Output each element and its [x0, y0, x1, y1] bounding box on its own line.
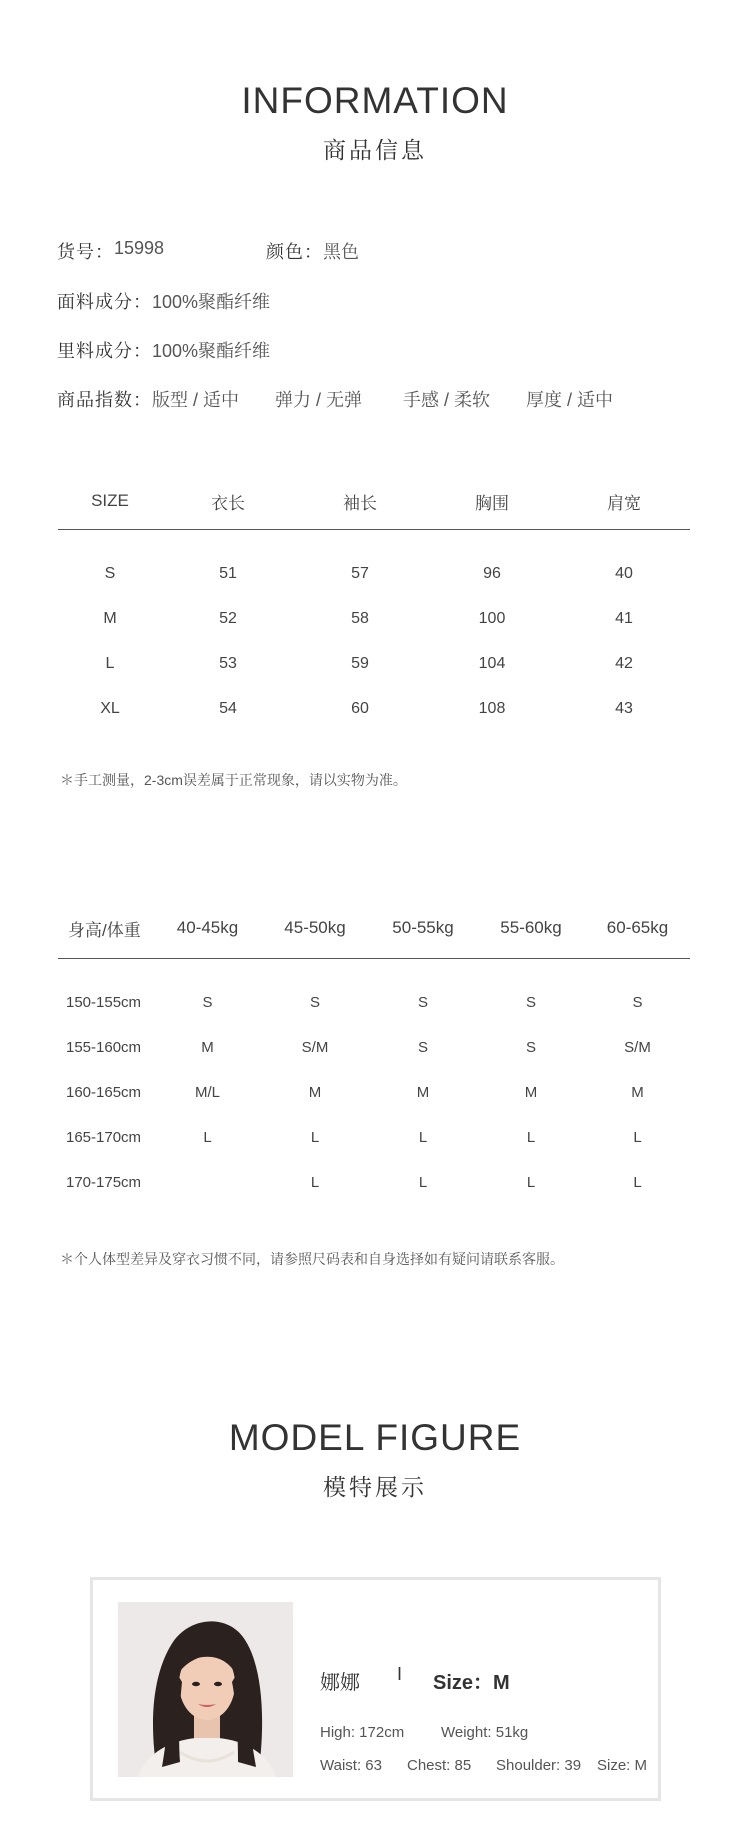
- model-card: [90, 1577, 661, 1801]
- table-cell: M: [201, 1039, 214, 1056]
- table-row: [58, 980, 690, 1025]
- size-table: [58, 485, 690, 517]
- index-fit: 版型 / 适中: [152, 390, 240, 410]
- model-height: High: 172cm: [320, 1724, 405, 1741]
- table-cell: 60: [351, 699, 369, 717]
- table-row: [58, 1115, 690, 1160]
- table-cell: 59: [351, 654, 369, 672]
- fabric-value: 100%聚酯纤维: [152, 292, 271, 312]
- table-cell: S: [309, 994, 320, 1011]
- table-row: [58, 1070, 690, 1115]
- table-cell: 40: [615, 564, 633, 582]
- table-cell: [154, 1160, 261, 1205]
- model-shoulder: Shoulder: 39: [496, 1757, 582, 1774]
- size-table-header: 衣长: [211, 493, 245, 513]
- table-row: [58, 641, 690, 686]
- model-section-header: [0, 1417, 750, 1502]
- table-cell: L: [105, 654, 115, 672]
- table-cell: L: [418, 1174, 428, 1191]
- table-cell: M: [524, 1084, 538, 1101]
- table-cell: L: [310, 1129, 320, 1146]
- table-cell: L: [633, 1174, 642, 1191]
- table-cell: 51: [219, 564, 237, 582]
- table-cell: 53: [219, 654, 237, 672]
- table-cell: L: [418, 1129, 428, 1146]
- table-cell: 108: [478, 699, 506, 717]
- lining-label: 里料成分：: [57, 341, 152, 361]
- table-cell: S: [104, 564, 116, 582]
- size-table-header: 袖长: [343, 493, 377, 513]
- table-cell: 100: [478, 609, 506, 627]
- product-index-row: [57, 386, 613, 412]
- table-cell: S: [417, 994, 428, 1011]
- table-cell: M: [631, 1084, 644, 1101]
- size-table-header: 胸围: [475, 493, 509, 513]
- model-title-cn: 模特展示: [323, 1474, 427, 1500]
- product-index-label: 商品指数：: [57, 390, 152, 410]
- table-cell: 54: [219, 699, 237, 717]
- table-row: [58, 686, 690, 731]
- index-thickness: 厚度 / 适中: [526, 390, 614, 410]
- table-cell: 58: [351, 609, 369, 627]
- table-cell: L: [526, 1129, 536, 1146]
- fit-table-divider: [58, 958, 690, 959]
- table-cell: 41: [615, 609, 633, 627]
- table-cell: 43: [615, 699, 633, 717]
- lining-row: [57, 337, 270, 363]
- model-name: 娜娜: [320, 1672, 360, 1694]
- model-photo: [118, 1602, 293, 1777]
- table-cell: M/L: [194, 1084, 220, 1101]
- model-title-en: MODEL FIGURE: [228, 1417, 522, 1458]
- size-table-divider: [58, 529, 690, 530]
- fabric-row: [57, 288, 270, 314]
- model-size-label: Size：M: [433, 1672, 510, 1694]
- size-table-header-row: [58, 485, 690, 517]
- info-title-cn: 商品信息: [323, 137, 427, 163]
- table-cell: S: [417, 1039, 428, 1056]
- fit-table: [58, 912, 690, 944]
- item-number-label: 货号：: [57, 242, 114, 262]
- table-cell: 57: [351, 564, 369, 582]
- size-table-header: SIZE: [91, 491, 129, 510]
- table-cell: 42: [615, 654, 633, 672]
- table-cell: M: [308, 1084, 322, 1101]
- model-portrait-image: [118, 1602, 293, 1777]
- table-cell: S/M: [301, 1039, 329, 1056]
- table-cell: L: [633, 1129, 642, 1146]
- table-row: [58, 1025, 690, 1070]
- fit-table-body: [58, 980, 690, 1205]
- table-cell: M: [103, 609, 117, 627]
- fit-table-note: ＊个人体型差异及穿衣习惯不同，请参照尺码表和自身选择如有疑问请联系客服。: [60, 1251, 564, 1267]
- size-table-header: 肩宽: [607, 493, 641, 513]
- fit-table-header: 60-65kg: [606, 918, 669, 937]
- fit-table-header: 40-45kg: [176, 918, 239, 937]
- fit-table-header: 50-55kg: [392, 918, 454, 937]
- table-cell: L: [526, 1174, 536, 1191]
- table-cell: 160-165cm: [66, 1084, 142, 1101]
- color-value: 黑色: [323, 242, 359, 262]
- table-cell: S: [632, 994, 643, 1011]
- table-cell: S/M: [624, 1039, 651, 1056]
- table-cell: S: [525, 1039, 536, 1056]
- info-title-en: INFORMATION: [241, 80, 509, 121]
- table-cell: 104: [478, 654, 506, 672]
- table-cell: S: [202, 994, 213, 1011]
- table-row: [58, 596, 690, 641]
- item-number-value: 15998: [114, 238, 165, 258]
- table-cell: L: [310, 1174, 320, 1191]
- model-size: Size: M: [597, 1757, 648, 1774]
- table-cell: L: [203, 1129, 212, 1146]
- model-weight: Weight: 51kg: [441, 1724, 529, 1741]
- index-elasticity: 弹力 / 无弹: [275, 390, 363, 410]
- size-table-note: ＊手工测量，2-3cm误差属于正常现象，请以实物为准。: [60, 772, 407, 788]
- table-cell: XL: [100, 699, 120, 717]
- table-cell: M: [416, 1084, 430, 1101]
- fit-table-header-row: [58, 912, 690, 944]
- model-waist: Waist: 63: [320, 1757, 382, 1774]
- color-label: 颜色：: [266, 242, 323, 262]
- item-number-row: [57, 238, 359, 264]
- size-table-body: [58, 551, 690, 731]
- lining-value: 100%聚酯纤维: [152, 341, 271, 361]
- table-cell: 165-170cm: [66, 1129, 142, 1146]
- table-cell: S: [525, 994, 536, 1011]
- table-row: [58, 551, 690, 596]
- info-section-header: [0, 80, 750, 165]
- table-cell: 155-160cm: [66, 1039, 142, 1056]
- fit-table-header: 45-50kg: [284, 918, 346, 937]
- table-row: [58, 1160, 690, 1205]
- table-cell: 150-155cm: [66, 994, 142, 1011]
- table-cell: 170-175cm: [66, 1174, 142, 1191]
- index-feel: 手感 / 柔软: [403, 390, 491, 410]
- table-cell: 96: [483, 564, 501, 582]
- fabric-label: 面料成分：: [57, 292, 152, 312]
- table-cell: 52: [219, 609, 237, 627]
- model-name-separator: I: [397, 1664, 403, 1684]
- fit-table-header: 55-60kg: [500, 918, 562, 937]
- model-chest: Chest: 85: [407, 1757, 472, 1774]
- fit-table-header: 身高/体重: [68, 920, 141, 940]
